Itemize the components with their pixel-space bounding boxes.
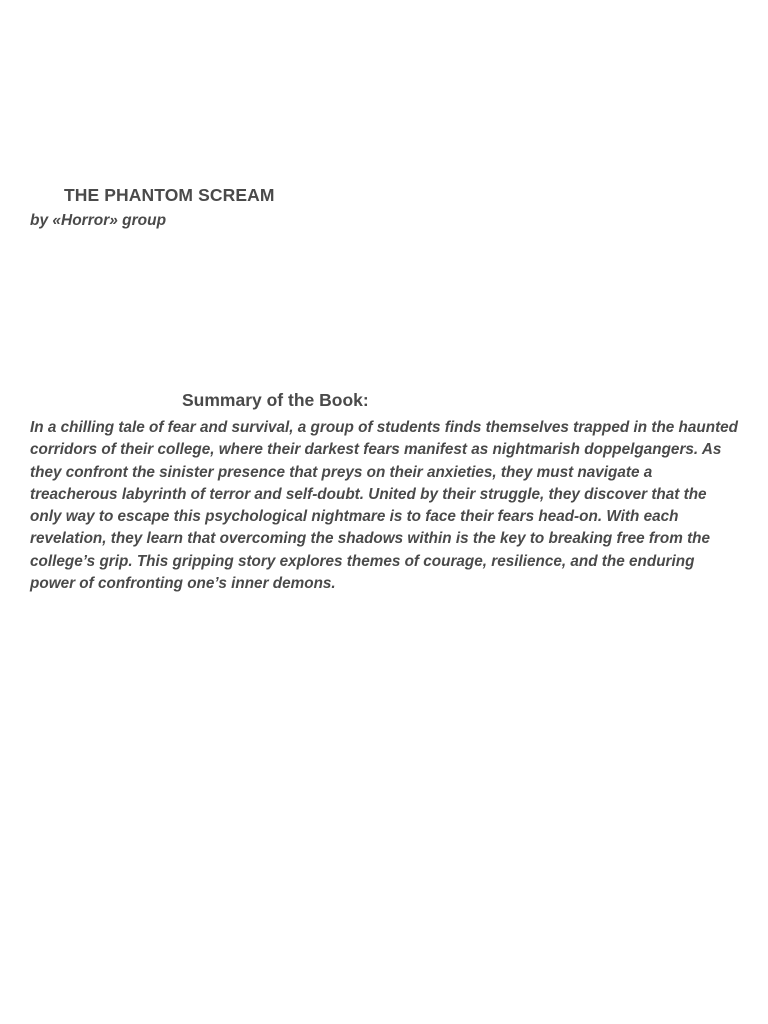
summary-heading: Summary of the Book: <box>182 390 369 410</box>
book-author: by «Horror» group <box>30 212 167 229</box>
book-title: THE PHANTOM SCREAM <box>64 185 275 205</box>
summary-text: In a chilling tale of fear and survival, a group of students finds themselves trapped in the haunted corridors of their college, where their darkest fears manifest as nightmarish doppelgangers. As they confront the sinister presence that preys on their anxieties, they must navigate a treacherous labyrinth of terror and self-doubt. United by their struggle, they discover that the only way to escape this psychological nightmare is to face their fears head-on. With each revelation, they learn that overcoming the shadows within is the key to breaking free from the college’s grip. This gripping story explores themes of courage, resilience, and the enduring power of confronting one’s inner demons. <box>30 419 739 593</box>
